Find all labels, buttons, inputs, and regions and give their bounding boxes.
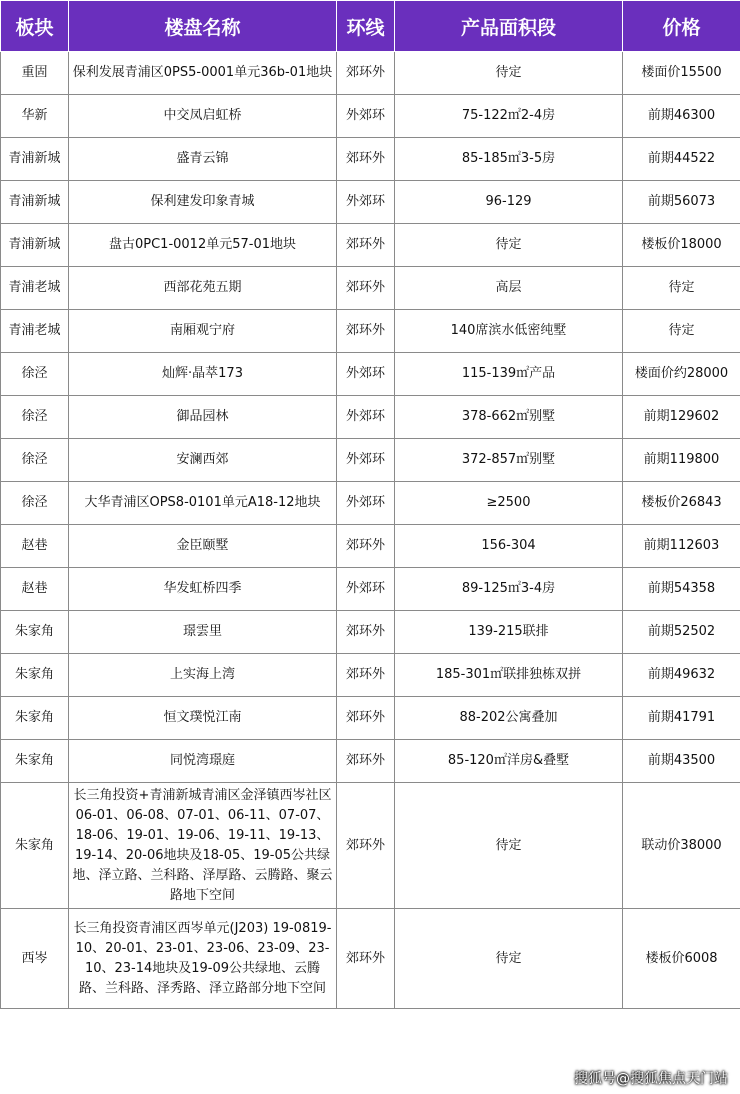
cell-ring: 外郊环 (337, 568, 395, 611)
cell-size: 高层 (395, 267, 623, 310)
cell-ring: 郊环外 (337, 52, 395, 95)
cell-price: 前期119800 (623, 439, 740, 482)
cell-size: 140席滨水低密纯墅 (395, 310, 623, 353)
cell-area: 青浦老城 (1, 267, 69, 310)
cell-price: 前期44522 (623, 138, 740, 181)
table-row (1, 654, 740, 697)
cell-area: 重固 (1, 52, 69, 95)
cell-price: 楼板价26843 (623, 482, 740, 525)
cell-area: 西岑 (1, 909, 69, 1009)
cell-project: 盘古0PC1-0012单元57-01地块 (69, 224, 337, 267)
cell-size: 115-139㎡产品 (395, 353, 623, 396)
cell-project: 璟雲里 (69, 611, 337, 654)
cell-ring: 外郊环 (337, 181, 395, 224)
table-row (1, 95, 740, 138)
cell-price: 前期54358 (623, 568, 740, 611)
cell-price: 前期49632 (623, 654, 740, 697)
table-row (1, 611, 740, 654)
cell-size: 75-122㎡2-4房 (395, 95, 623, 138)
table-row (1, 439, 740, 482)
cell-size: 185-301㎡联排独栋双拼 (395, 654, 623, 697)
cell-price: 待定 (623, 310, 740, 353)
cell-size: 待定 (395, 224, 623, 267)
cell-project: 南厢观宁府 (69, 310, 337, 353)
cell-size: ≥2500 (395, 482, 623, 525)
cell-area: 朱家角 (1, 697, 69, 740)
cell-area: 青浦新城 (1, 224, 69, 267)
table-row (1, 181, 740, 224)
table-row (1, 783, 740, 909)
cell-area: 徐泾 (1, 482, 69, 525)
cell-price: 前期52502 (623, 611, 740, 654)
table-row (1, 568, 740, 611)
cell-area: 徐泾 (1, 353, 69, 396)
table-row (1, 267, 740, 310)
cell-size: 139-215联排 (395, 611, 623, 654)
cell-project: 长三角投资+青浦新城青浦区金泽镇西岑社区06-01、06-08、07-01、06-11、07-07、18-06、19-01、19-06、19-11、19-13、19-14、20-06地块及18-05、19-05公共绿地、泽立路、兰科路、泽厚路、云腾路、聚云路地下空间 (69, 783, 337, 909)
cell-ring: 外郊环 (337, 439, 395, 482)
cell-project: 上实海上湾 (69, 654, 337, 697)
cell-project: 西部花苑五期 (69, 267, 337, 310)
table-row (1, 396, 740, 439)
cell-price: 楼面价约28000 (623, 353, 740, 396)
cell-project: 长三角投资青浦区西岑单元(J203) 19-0819-10、20-01、23-01、23-06、23-09、23-10、23-14地块及19-09公共绿地、云腾路、兰科路、泽秀路、泽立路部分地下空间 (69, 909, 337, 1009)
table-row (1, 482, 740, 525)
cell-project: 保利发展青浦区0PS5-0001单元36b-01地块 (69, 52, 337, 95)
cell-ring: 外郊环 (337, 396, 395, 439)
cell-price: 联动价38000 (623, 783, 740, 909)
cell-size: 待定 (395, 909, 623, 1009)
cell-ring: 郊环外 (337, 525, 395, 568)
cell-project: 御品园林 (69, 396, 337, 439)
table-row (1, 353, 740, 396)
cell-area: 赵巷 (1, 525, 69, 568)
table-row (1, 224, 740, 267)
cell-area: 华新 (1, 95, 69, 138)
cell-area: 青浦老城 (1, 310, 69, 353)
cell-price: 待定 (623, 267, 740, 310)
table-row (1, 909, 740, 1009)
cell-area: 徐泾 (1, 396, 69, 439)
cell-area: 朱家角 (1, 654, 69, 697)
header-area: 板块 (1, 1, 69, 52)
header-size: 产品面积段 (395, 1, 623, 52)
table-row (1, 138, 740, 181)
cell-project: 同悦湾璟庭 (69, 740, 337, 783)
cell-project: 中交凤启虹桥 (69, 95, 337, 138)
cell-ring: 郊环外 (337, 310, 395, 353)
cell-area: 青浦新城 (1, 138, 69, 181)
header-row (1, 1, 740, 52)
cell-price: 楼面价15500 (623, 52, 740, 95)
cell-project: 盛青云锦 (69, 138, 337, 181)
cell-ring: 郊环外 (337, 611, 395, 654)
cell-price: 楼板价6008 (623, 909, 740, 1009)
cell-area: 朱家角 (1, 740, 69, 783)
cell-project: 灿辉·晶萃173 (69, 353, 337, 396)
cell-size: 96-129 (395, 181, 623, 224)
header-price: 价格 (623, 1, 740, 52)
cell-price: 前期43500 (623, 740, 740, 783)
cell-project: 大华青浦区OPS8-0101单元A18-12地块 (69, 482, 337, 525)
table-row (1, 525, 740, 568)
table-row (1, 697, 740, 740)
cell-project: 保利建发印象青城 (69, 181, 337, 224)
cell-price: 前期41791 (623, 697, 740, 740)
cell-area: 朱家角 (1, 611, 69, 654)
cell-area: 徐泾 (1, 439, 69, 482)
cell-ring: 郊环外 (337, 783, 395, 909)
cell-price: 前期46300 (623, 95, 740, 138)
cell-size: 85-185㎡3-5房 (395, 138, 623, 181)
cell-price: 楼板价18000 (623, 224, 740, 267)
cell-ring: 郊环外 (337, 909, 395, 1009)
cell-ring: 外郊环 (337, 353, 395, 396)
cell-size: 156-304 (395, 525, 623, 568)
cell-ring: 郊环外 (337, 138, 395, 181)
cell-size: 378-662㎡别墅 (395, 396, 623, 439)
cell-size: 85-120㎡洋房&叠墅 (395, 740, 623, 783)
table-row (1, 740, 740, 783)
cell-size: 372-857㎡别墅 (395, 439, 623, 482)
cell-ring: 郊环外 (337, 740, 395, 783)
cell-area: 青浦新城 (1, 181, 69, 224)
watermark: 搜狐号@搜狐焦点天门站 (574, 1071, 728, 1087)
cell-ring: 郊环外 (337, 697, 395, 740)
cell-area: 赵巷 (1, 568, 69, 611)
cell-size: 89-125㎡3-4房 (395, 568, 623, 611)
cell-ring: 郊环外 (337, 267, 395, 310)
cell-ring: 外郊环 (337, 95, 395, 138)
cell-project: 金臣颐墅 (69, 525, 337, 568)
cell-ring: 郊环外 (337, 654, 395, 697)
cell-project: 安澜西郊 (69, 439, 337, 482)
header-project: 楼盘名称 (69, 1, 337, 52)
cell-price: 前期56073 (623, 181, 740, 224)
header-ring: 环线 (337, 1, 395, 52)
cell-area: 朱家角 (1, 783, 69, 909)
cell-project: 华发虹桥四季 (69, 568, 337, 611)
cell-price: 前期112603 (623, 525, 740, 568)
table-row (1, 310, 740, 353)
cell-ring: 外郊环 (337, 482, 395, 525)
cell-size: 待定 (395, 52, 623, 95)
table-row (1, 52, 740, 95)
cell-size: 88-202公寓叠加 (395, 697, 623, 740)
cell-price: 前期129602 (623, 396, 740, 439)
cell-project: 恒文璞悦江南 (69, 697, 337, 740)
cell-size: 待定 (395, 783, 623, 909)
cell-ring: 郊环外 (337, 224, 395, 267)
